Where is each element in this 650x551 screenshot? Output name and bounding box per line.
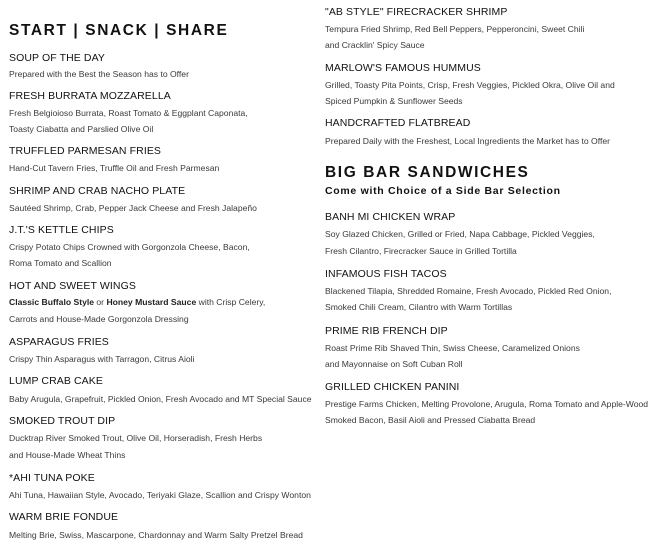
item-name: "AB STYLE" FIRECRACKER SHRIMP (325, 6, 508, 18)
item-name: FRESH BURRATA MOZZARELLA (9, 90, 171, 102)
item-name: SHRIMP AND CRAB NACHO PLATE (9, 185, 186, 197)
item-description-bold: Honey Mustard Sauce (106, 297, 197, 307)
item-description: Fresh Belgioioso Burrata, Roast Tomato & Eggplant Caponata, (9, 108, 248, 118)
section-title-big-bar-sandwiches: BIG BAR SANDWICHES (325, 164, 530, 181)
item-description: Melting Brie, Swiss, Mascarpone, Chardonnay and Warm Salty Pretzel Bread (9, 530, 303, 540)
item-description-text: with Crisp Celery, (196, 297, 266, 307)
item-name: *AHI TUNA POKE (9, 472, 95, 484)
item-name: HOT AND SWEET WINGS (9, 280, 136, 292)
item-description (9, 297, 265, 307)
item-name: PRIME RIB FRENCH DIP (325, 325, 448, 337)
item-name: GRILLED CHICKEN PANINI (325, 381, 460, 393)
section-title-start-snack-share: START | SNACK | SHARE (9, 22, 229, 39)
item-name: BANH MI CHICKEN WRAP (325, 211, 456, 223)
item-description: and Cracklin' Spicy Sauce (325, 40, 425, 50)
item-description: Hand-Cut Tavern Fries, Truffle Oil and Fresh Parmesan (9, 163, 220, 173)
item-description: Prepared Daily with the Freshest, Local Ingredients the Market has to Offer (325, 136, 611, 146)
item-description: Grilled, Toasty Pita Points, Crisp, Fresh Veggies, Pickled Okra, Olive Oil and (325, 80, 615, 90)
item-description: and Mayonnaise on Soft Cuban Roll (325, 359, 463, 369)
item-description: Smoked Bacon, Basil Aioli and Pressed Ciabatta Bread (325, 415, 536, 425)
item-description: Ducktrap River Smoked Trout, Olive Oil, Horseradish, Fresh Herbs (9, 433, 263, 443)
item-name: LUMP CRAB CAKE (9, 375, 103, 387)
item-description: and House-Made Wheat Thins (9, 450, 126, 460)
item-description: Blackened Tilapia, Shredded Romaine, Fresh Avocado, Pickled Red Onion, (325, 286, 612, 296)
item-description: Crispy Potato Chips Crowned with Gorgonzola Cheese, Bacon, (9, 242, 250, 252)
item-name: WARM BRIE FONDUE (9, 511, 119, 523)
item-name: TRUFFLED PARMESAN FRIES (9, 145, 162, 157)
item-description-bold: Classic Buffalo Style (9, 297, 95, 307)
item-description: Ahi Tuna, Hawaiian Style, Avocado, Teriyaki Glaze, Scallion and Crispy Wonton (9, 490, 311, 500)
item-name: SMOKED TROUT DIP (9, 415, 116, 427)
item-description: Fresh Cilantro, Firecracker Sauce in Grilled Tortilla (325, 246, 517, 256)
item-name: MARLOW'S FAMOUS HUMMUS (325, 62, 481, 74)
item-name: HANDCRAFTED FLATBREAD (325, 117, 471, 129)
item-name: J.T.'S KETTLE CHIPS (9, 224, 114, 236)
item-description: Smoked Chili Cream, Cilantro with Warm Tortillas (325, 302, 513, 312)
item-description: Sautéed Shrimp, Crab, Pepper Jack Cheese and Fresh Jalapeño (9, 203, 257, 213)
item-description: Toasty Ciabatta and Parslied Olive Oil (9, 124, 154, 134)
item-description: Spiced Pumpkin & Sunflower Seeds (325, 96, 463, 106)
section-subtitle: Come with Choice of a Side Bar Selection (325, 185, 561, 197)
item-description: Roma Tomato and Scallion (9, 258, 112, 268)
item-description: Baby Arugula, Grapefruit, Pickled Onion, Fresh Avocado and MT Special Sauce (9, 394, 312, 404)
item-description: Carrots and House-Made Gorgonzola Dressing (9, 314, 189, 324)
item-name: INFAMOUS FISH TACOS (325, 268, 447, 280)
item-description: Tempura Fried Shrimp, Red Bell Peppers, Pepperoncini, Sweet Chili (325, 24, 585, 34)
item-description: Roast Prime Rib Shaved Thin, Swiss Cheese, Caramelized Onions (325, 343, 580, 353)
item-description: Prestige Farms Chicken, Melting Provolone, Arugula, Roma Tomato and Apple-Wood (325, 399, 649, 409)
item-description-text: or (94, 297, 107, 307)
item-name: ASPARAGUS FRIES (9, 336, 109, 348)
item-description: Soy Glazed Chicken, Grilled or Fried, Napa Cabbage, Pickled Veggies, (325, 229, 595, 239)
item-description: Crispy Thin Asparagus with Tarragon, Citrus Aioli (9, 354, 195, 364)
item-name: SOUP OF THE DAY (9, 52, 106, 64)
item-description: Prepared with the Best the Season has to Offer (9, 69, 189, 79)
